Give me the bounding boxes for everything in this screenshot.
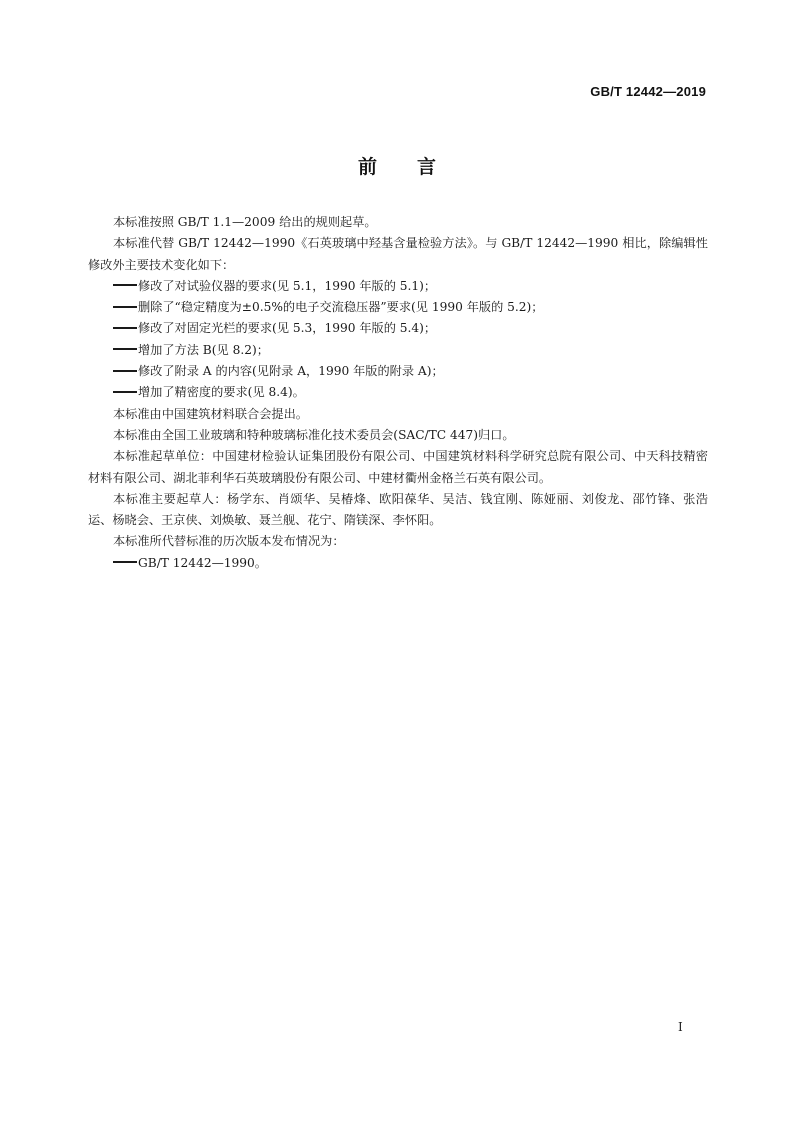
- title-part-2: 言: [417, 156, 437, 178]
- paragraph-version-history: 本标准所代替标准的历次版本发布情况为：: [113, 534, 345, 549]
- list-item-text: 修改了对试验仪器的要求(见 5.1，1990 年版的 5.1)；: [138, 278, 437, 293]
- em-dash-icon: [113, 348, 137, 350]
- em-dash-icon: [113, 391, 137, 393]
- list-item-text: 修改了附录 A 的内容(见附录 A，1990 年版的附录 A)；: [138, 364, 444, 379]
- paragraph-drafters: 本标准主要起草人：杨学东、肖颂华、吴椿烽、欧阳葆华、吴洁、钱宜刚、陈娅丽、刘俊龙、邵竹锋、张浩运、杨晓会、王京侠、刘焕敏、聂兰舰、花宁、隋镁深、李怀阳。: [88, 491, 708, 528]
- list-item: [88, 318, 708, 339]
- em-dash-icon: [113, 284, 137, 286]
- list-item: [88, 297, 708, 318]
- paragraph-drafting-rules: 本标准按照 GB/T 1.1—2009 给出的规则起草。: [113, 215, 377, 229]
- list-item: [88, 553, 708, 574]
- page-number: I: [678, 1020, 683, 1034]
- changes-list: [88, 276, 708, 404]
- foreword-body: [88, 212, 708, 574]
- history-list: [88, 553, 708, 574]
- standard-code-header: GB/T 12442—2019: [590, 84, 706, 99]
- list-item-text: 删除了“稳定精度为±0.5%的电子交流稳压器”要求(见 1990 年版的 5.2)；: [138, 300, 544, 315]
- list-item-text: GB/T 12442—1990。: [138, 555, 267, 570]
- paragraph-drafting-units: 本标准起草单位：中国建材检验认证集团股份有限公司、中国建筑材料科学研究总院有限公司、中天科技精密材料有限公司、湖北菲利华石英玻璃股份有限公司、中建材衢州金格兰石英有限公司。: [88, 449, 708, 485]
- paragraph-replacement: 本标准代替 GB/T 12442—1990《石英玻璃中羟基含量检验方法》。与 GB/T 12442—1990 相比，除编辑性修改外主要技术变化如下：: [88, 236, 708, 272]
- title-part-1: 前: [357, 156, 377, 178]
- em-dash-icon: [113, 370, 137, 372]
- paragraph-proposed-by: 本标准由中国建筑材料联合会提出。: [113, 406, 308, 421]
- list-item: [88, 361, 708, 382]
- list-item: [88, 382, 708, 403]
- page-title: [0, 152, 794, 179]
- paragraph-technical-committee: 本标准由全国工业玻璃和特种玻璃标准化技术委员会(SAC/TC 447)归口。: [113, 427, 515, 442]
- em-dash-icon: [113, 306, 137, 308]
- list-item: [88, 276, 708, 297]
- list-item-text: 修改了对固定光栏的要求(见 5.3，1990 年版的 5.4)；: [138, 321, 437, 336]
- list-item: [88, 340, 708, 361]
- em-dash-icon: [113, 327, 137, 329]
- em-dash-icon: [113, 561, 137, 563]
- list-item-text: 增加了精密度的要求(见 8.4)。: [138, 385, 305, 400]
- list-item-text: 增加了方法 B(见 8.2)；: [138, 342, 269, 357]
